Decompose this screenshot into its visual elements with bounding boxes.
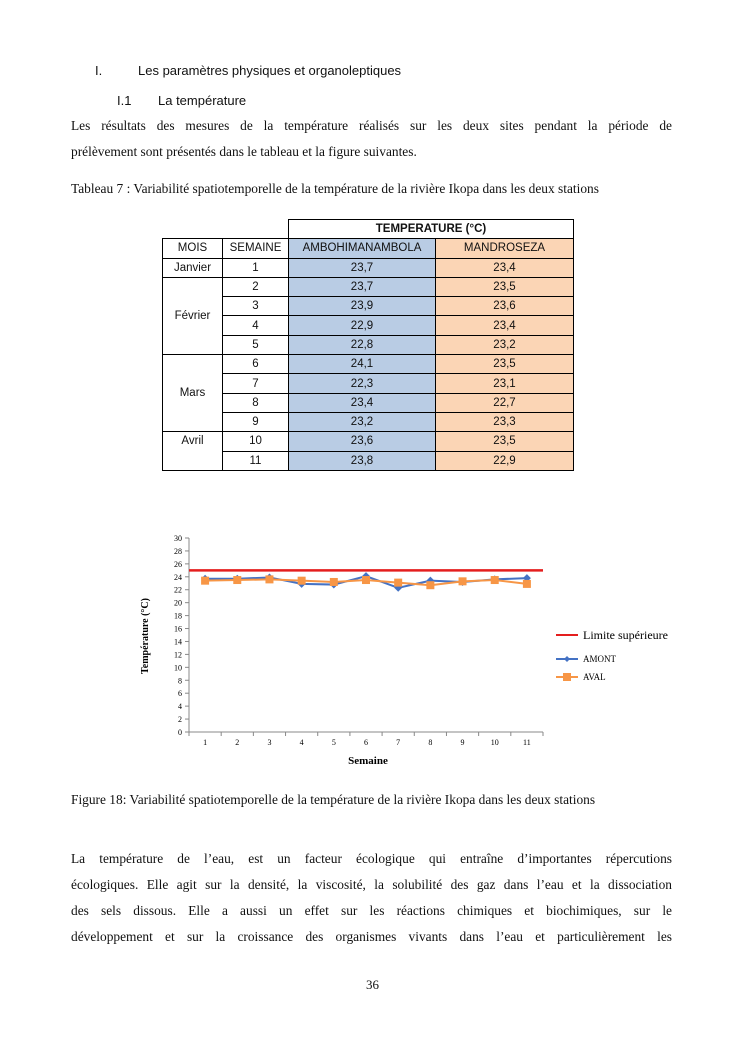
aval-point	[491, 576, 499, 584]
x-tick-label: 4	[299, 738, 304, 747]
table-caption: Tableau 7 : Variabilité spatiotemporelle de la température de la rivière Ikopa dans les deux stations	[71, 181, 599, 196]
aval-cell: 22,7	[436, 393, 574, 412]
aval-point	[523, 580, 531, 588]
section-number: I.	[95, 63, 103, 78]
y-tick-label: 8	[178, 676, 182, 686]
y-tick-label: 22	[174, 585, 182, 595]
y-tick-label: 16	[174, 624, 182, 634]
table-row	[163, 412, 574, 431]
month-cell: Janvier	[163, 258, 223, 277]
aval-point	[201, 577, 209, 585]
month-cell: Avril	[163, 432, 223, 471]
semaine-cell: 8	[223, 393, 289, 412]
amont-cell: 22,8	[289, 335, 436, 354]
y-tick-label: 0	[178, 728, 182, 737]
aval-point	[233, 576, 241, 584]
body-line: développement et sur la croissance des organismes vivants dans l’eau et particulièrement les	[71, 929, 672, 944]
x-tick-label: 1	[203, 738, 208, 747]
y-axis-label: Température (°C)	[140, 598, 151, 674]
header-mandroseza: MANDROSEZA	[436, 239, 574, 258]
semaine-cell: 1	[223, 258, 289, 277]
aval-cell: 23,5	[436, 355, 574, 374]
header-ambohimanambola: AMBOHIMANAMBOLA	[289, 239, 436, 258]
month-cell: Février	[163, 277, 223, 354]
x-axis-label: Semaine	[348, 755, 388, 767]
semaine-cell: 6	[223, 355, 289, 374]
temperature-line-chart	[0, 525, 745, 775]
aval-point	[394, 579, 402, 587]
aval-cell: 23,5	[436, 432, 574, 451]
aval-point	[265, 575, 273, 583]
aval-point	[298, 577, 306, 585]
amont-cell: 22,3	[289, 374, 436, 393]
x-tick-label: 9	[460, 738, 465, 747]
intro-line: prélèvement sont présentés dans le tableau et la figure suivantes.	[71, 144, 417, 159]
semaine-cell: 10	[223, 432, 289, 451]
x-tick-label: 7	[396, 738, 401, 747]
y-tick-label: 24	[174, 572, 182, 582]
section-title: Les paramètres physiques et organoleptiques	[138, 63, 402, 78]
amont-cell: 24,1	[289, 355, 436, 374]
semaine-cell: 4	[223, 316, 289, 335]
page-number: 36	[366, 977, 379, 992]
aval-point	[426, 581, 434, 589]
y-tick-label: 30	[174, 534, 182, 543]
x-tick-label: 11	[523, 738, 531, 747]
table-row	[163, 297, 574, 316]
semaine-cell: 7	[223, 374, 289, 393]
y-tick-label: 6	[178, 689, 182, 699]
y-tick-label: 2	[178, 715, 182, 725]
y-tick-label: 4	[178, 702, 182, 712]
temperature-group-header: TEMPERATURE (°C)	[289, 220, 574, 239]
semaine-cell: 9	[223, 412, 289, 431]
table-row	[163, 316, 574, 335]
subsection-number: I.1	[117, 93, 132, 108]
y-tick-label: 26	[174, 559, 182, 569]
table-row	[163, 258, 574, 277]
x-tick-label: 6	[364, 738, 368, 747]
table-row	[163, 374, 574, 393]
amont-cell: 23,7	[289, 277, 436, 296]
y-tick-label: 28	[174, 546, 182, 556]
body-paragraph	[71, 846, 672, 950]
aval-cell: 23,5	[436, 277, 574, 296]
amont-cell: 23,2	[289, 412, 436, 431]
aval-cell: 23,2	[436, 335, 574, 354]
y-tick-label: 20	[174, 598, 182, 608]
y-tick-label: 18	[174, 611, 182, 621]
table-row	[163, 451, 574, 470]
intro-line: Les résultats des mesures de la température réalisés sur les deux sites pendant la période de	[71, 118, 672, 133]
body-line: écologiques. Elle agit sur la densité, la viscosité, la solubilité des gaz dans l’eau et la dissociation	[71, 877, 672, 892]
body-line: des sels dissous. Elle a aussi un effet sur les réactions chimiques et biochimiques, sur le	[71, 903, 672, 918]
amont-cell: 23,4	[289, 393, 436, 412]
semaine-cell: 2	[223, 277, 289, 296]
x-tick-label: 10	[490, 738, 499, 747]
month-cell: Mars	[163, 355, 223, 432]
amont-cell: 22,9	[289, 316, 436, 335]
body-line: La température de l’eau, est un facteur écologique qui entraîne d’importantes répercutions	[71, 851, 672, 866]
semaine-cell: 3	[223, 297, 289, 316]
x-tick-label: 2	[235, 738, 240, 747]
aval-point	[330, 578, 338, 586]
aval-cell: 23,3	[436, 412, 574, 431]
aval-cell: 23,6	[436, 297, 574, 316]
legend-marker	[563, 673, 571, 681]
header-semaine: SEMAINE	[223, 239, 289, 258]
amont-cell: 23,8	[289, 451, 436, 470]
table-row	[163, 277, 574, 296]
header-mois: MOIS	[163, 239, 223, 258]
legend-label: Limite supérieure	[583, 628, 668, 642]
x-tick-label: 3	[267, 738, 272, 747]
table-row	[163, 335, 574, 354]
temperature-table	[162, 219, 574, 471]
y-tick-label: 12	[174, 650, 182, 660]
x-tick-label: 8	[428, 738, 433, 747]
semaine-cell: 5	[223, 335, 289, 354]
table-row	[163, 355, 574, 374]
x-tick-label: 5	[331, 738, 336, 747]
amont-cell: 23,9	[289, 297, 436, 316]
aval-point	[459, 577, 467, 585]
table-row	[163, 393, 574, 412]
legend-label: AVAL	[583, 672, 606, 682]
aval-cell: 23,4	[436, 316, 574, 335]
figure-caption: Figure 18: Variabilité spatiotemporelle de la température de la rivière Ikopa dans les deux stations	[71, 792, 596, 807]
legend-label: AMONT	[583, 654, 616, 664]
semaine-cell: 11	[223, 451, 289, 470]
table-row	[163, 432, 574, 451]
legend-marker	[564, 656, 570, 662]
y-tick-label: 14	[174, 637, 182, 647]
intro-paragraph	[71, 113, 672, 165]
amont-cell: 23,6	[289, 432, 436, 451]
amont-cell: 23,7	[289, 258, 436, 277]
aval-point	[362, 576, 370, 584]
subsection-title: La température	[158, 93, 247, 108]
aval-cell: 23,4	[436, 258, 574, 277]
aval-cell: 22,9	[436, 451, 574, 470]
aval-cell: 23,1	[436, 374, 574, 393]
y-tick-label: 10	[174, 663, 182, 673]
